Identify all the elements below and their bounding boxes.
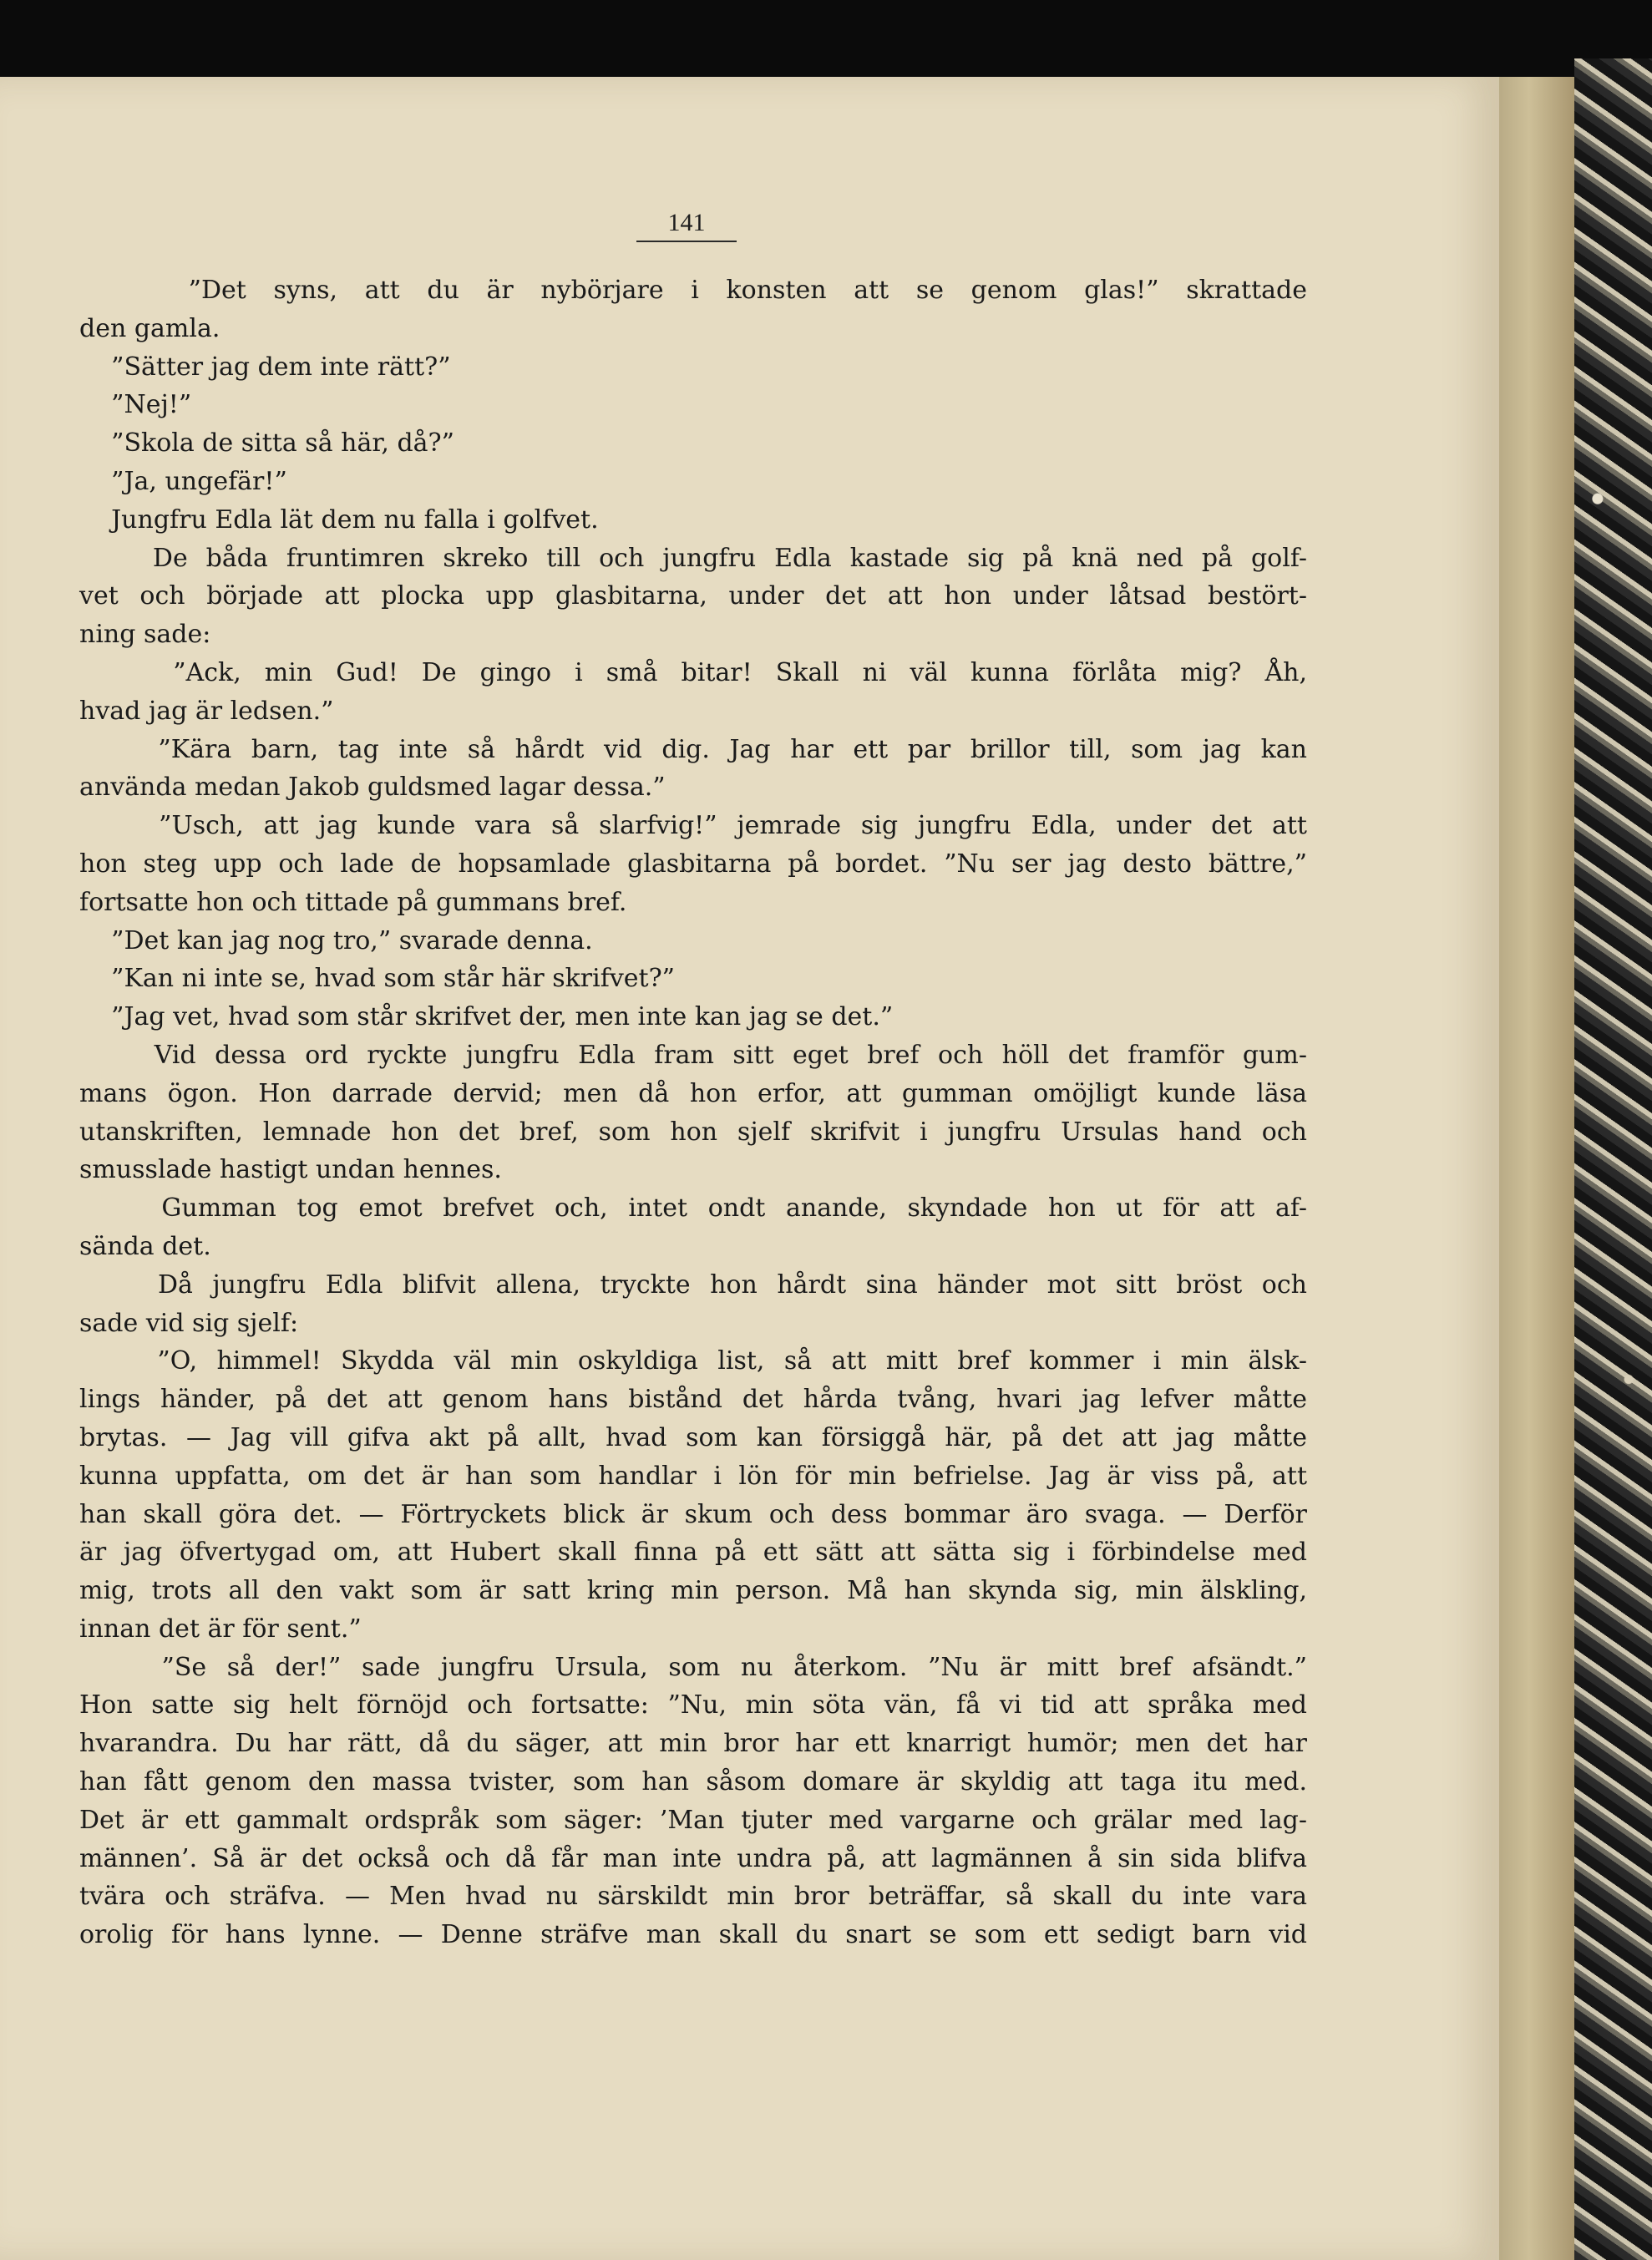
text-line: mans ögon. Hon darrade dervid; men då hon erfor, att gumman omöjligt kunde läsa xyxy=(79,1078,1307,1108)
text-line: ”Ja, ungefär!” xyxy=(79,466,287,496)
page-binding-edge xyxy=(1499,77,1574,2260)
text-line: Gumman tog emot brefvet och, intet ondt anande, skyndade hon ut för att af- xyxy=(79,1193,1307,1224)
text-line: männen’. Så är det också och då får man inte undra på, att lagmännen å sin sida blifva xyxy=(79,1843,1307,1873)
text-line: ”Sätter jag dem inte rätt?” xyxy=(79,352,451,382)
text-line: kunna uppfatta, om det är han som handlar i lön för min befrielse. Jag är viss på, att xyxy=(79,1461,1307,1491)
text-line: sända det. xyxy=(79,1231,211,1261)
text-line: innan det är för sent.” xyxy=(79,1614,362,1644)
text-line: ”Kära barn, tag inte så hårdt vid dig. Jag har ett par brillor till, som jag kan xyxy=(79,734,1307,764)
text-line: ”Ack, min Gud! De gingo i små bitar! Skall ni väl kunna förlåta mig? Åh, xyxy=(79,657,1307,687)
text-line: orolig för hans lynne. — Denne sträfve man skall du snart se som ett sedigt barn vid xyxy=(79,1920,1307,1950)
text-line: mig, trots all den vakt som är satt kring min person. Må han skynda sig, min älskling, xyxy=(79,1576,1307,1606)
text-line: Det är ett gammalt ordspråk som säger: ’Man tjuter med vargarne och grälar med lag- xyxy=(79,1805,1307,1835)
text-line: ”Nej!” xyxy=(79,390,192,420)
text-line: Vid dessa ord ryckte jungfru Edla fram sitt eget bref och höll det framför gum- xyxy=(79,1040,1307,1070)
text-line: ”Se så der!” sade jungfru Ursula, som nu återkom. ”Nu är mitt bref afsändt.” xyxy=(79,1652,1307,1682)
text-line: ”Det syns, att du är nybörjare i konsten att se genom glas!” skrattade xyxy=(79,276,1307,305)
text-line: är jag öfvertygad om, att Hubert skall finna på ett sätt att sätta sig i förbindelse med xyxy=(79,1538,1307,1568)
text-line: ”O, himmel! Skydda väl min oskyldiga list, så att mitt bref kommer i min älsk- xyxy=(79,1346,1307,1376)
text-line: Jungfru Edla lät dem nu falla i golfvet. xyxy=(79,504,599,535)
text-line: vet och började att plocka upp glasbitarna, under det att hon under låtsad bestört- xyxy=(79,581,1307,611)
text-line: han fått genom den massa tvister, som han såsom domare är skyldig att taga itu med. xyxy=(79,1767,1307,1797)
text-line: brytas. — Jag vill gifva akt på allt, hvad som kan försiggå här, på det att jag måtte xyxy=(79,1422,1307,1452)
text-line: använda medan Jakob guldsmed lagar dessa.” xyxy=(79,773,666,803)
text-line: De båda fruntimren skreko till och jungfru Edla kastade sig på knä ned på golf- xyxy=(79,543,1307,573)
text-line: ”Jag vet, hvad som står skrifvet der, men inte kan jag se det.” xyxy=(79,1002,894,1032)
page-text xyxy=(79,271,1307,1954)
text-line: lings händer, på det att genom hans bistånd det hårda tvång, hvari jag lefver måtte xyxy=(79,1385,1307,1415)
text-line: utanskriften, lemnade hon det bref, som hon sjelf skrifvit i jungfru Ursulas hand och xyxy=(79,1117,1307,1147)
text-line: ”Det kan jag nog tro,” svarade denna. xyxy=(79,925,593,955)
text-line: sade vid sig sjelf: xyxy=(79,1308,299,1338)
text-line: han skall göra det. — Förtryckets blick är skum och dess bommar äro svaga. — Derför xyxy=(79,1499,1307,1529)
page-number: 141 xyxy=(636,209,737,242)
text-line: smusslade hastigt undan hennes. xyxy=(79,1155,502,1185)
text-line: ”Kan ni inte se, hvad som står här skrifvet?” xyxy=(79,964,675,994)
text-line: hvad jag är ledsen.” xyxy=(79,696,334,726)
text-line: hvarandra. Du har rätt, då du säger, att min bror har ett knarrigt humör; men det har xyxy=(79,1729,1307,1759)
text-line: hon steg upp och lade de hopsamlade glasbitarna på bordet. ”Nu ser jag desto bättre,” xyxy=(79,849,1307,879)
text-line: Då jungfru Edla blifvit allena, tryckte hon hårdt sina händer mot sitt bröst och xyxy=(79,1269,1307,1300)
text-line: ”Usch, att jag kunde vara så slarfvig!” jemrade sig jungfru Edla, under det att xyxy=(79,811,1307,841)
text-line: den gamla. xyxy=(79,313,220,343)
text-line: ”Skola de sitta så här, då?” xyxy=(79,428,454,459)
text-line: fortsatte hon och tittade på gummans bref. xyxy=(79,887,627,917)
text-line: Hon satte sig helt förnöjd och fortsatte: ”Nu, min söta vän, få vi tid att språka med xyxy=(79,1690,1307,1720)
text-line: ning sade: xyxy=(79,620,211,650)
text-line: tvära och sträfva. — Men hvad nu särskildt min bror beträffar, så skall du inte vara xyxy=(79,1882,1307,1912)
marbled-endpaper xyxy=(1574,58,1652,2260)
